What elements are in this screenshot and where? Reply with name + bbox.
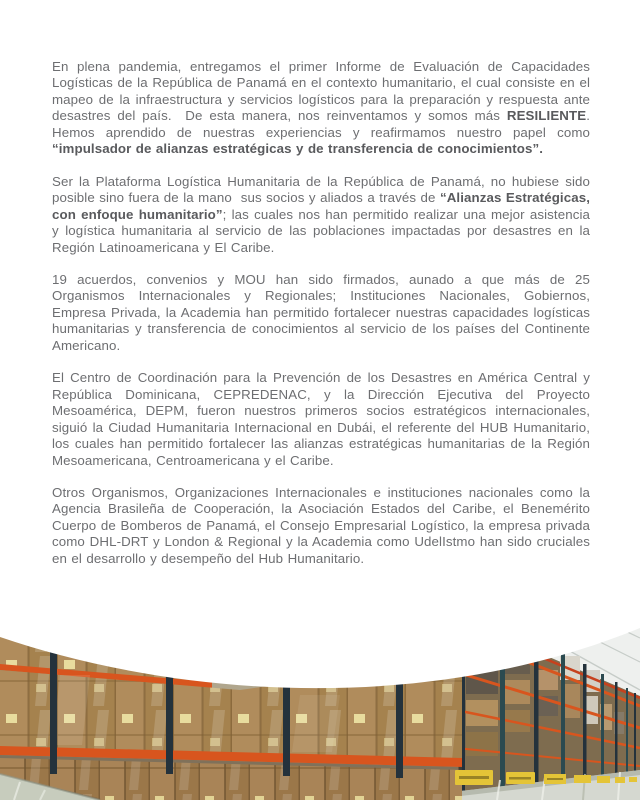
warehouse-photo <box>0 600 640 800</box>
paragraph-2 <box>52 174 590 256</box>
paragraph-3 <box>52 272 590 354</box>
text-segment: ; las cuales nos han permitido realizar una mejor asistencia y logística humanitaria al servicio de las poblaciones impactadas por desastres en la Región Latinoamericana y El Caribe. <box>52 206 590 255</box>
paragraph-1 <box>52 59 590 158</box>
text-segment: 19 acuerdos, convenios y MOU han sido firmados, aunado a que más de 25 Organismos Internacionales y Regionales; Instituciones Nacionales, Gobiernos, Empresa Privada, la Academia han permitido fortalecer nuestras capacidades logísticas humanitarias y transferencia de conocimientos al servicio de los países del Continente Americano. <box>52 271 590 353</box>
bold-text-segment: RESILIENTE <box>506 108 587 124</box>
warehouse-photo-svg <box>0 600 640 800</box>
bold-text-segment: “Alianzas Estratégicas, con enfoque humanitario” <box>52 190 590 222</box>
text-segment: En plena pandemia, entregamos el primer Informe de Evaluación de Capacidades Logísticas de la República de Panamá en el contexto humanitario, el cual consiste en el mapeo de la infraestructura y servicios logísticos para la preparación y respuesta ante desastres del país. De esta manera, nos reinventamos y somos más <box>52 59 590 124</box>
text-segment: Otros Organismos, Organizaciones Internacionales e instituciones nacionales como la Agencia Brasileña de Cooperación, la Asociación Estados del Caribe, el Benemérito Cuerpo de Bomberos de Panamá, el Consejo Empresarial Logístico, la empresa privada como DHL-DRT y London & Regional y la Academia como UdelIstmo han sido cruciales en el desarrollo y desempeño del Hub Humanitario. <box>52 484 590 566</box>
paragraph-5 <box>52 485 590 567</box>
text-segment: El Centro de Coordinación para la Prevención de los Desastres en América Central y República Dominicana, CEPREDENAC, y la Dirección Ejecutiva del Proyecto Mesoamérica, DEPM, fueron nuestros primeros socios estratégicos internacionales, siguió la Ciudad Humanitaria Internacional en Dubái, el referente del HUB Humanitario, los cuales han permitido fortalecer las alianzas estratégicas humanitarias de la Región Mesoamericana, Centroamericana y el Caribe. <box>52 370 590 468</box>
paragraph-4 <box>52 370 590 469</box>
body-text <box>52 59 590 583</box>
text-segment: . Hemos aprendido de nuestras experiencias y reafirmamos nuestro papel como <box>52 108 590 140</box>
bold-text-segment: “impulsador de alianzas estratégicas y de transferencia de conocimientos”. <box>52 141 544 157</box>
text-segment: Ser la Plataforma Logística Humanitaria de la República de Panamá, no hubiese sido posible sino fuera de la mano sus socios y aliados a través de <box>52 173 590 206</box>
